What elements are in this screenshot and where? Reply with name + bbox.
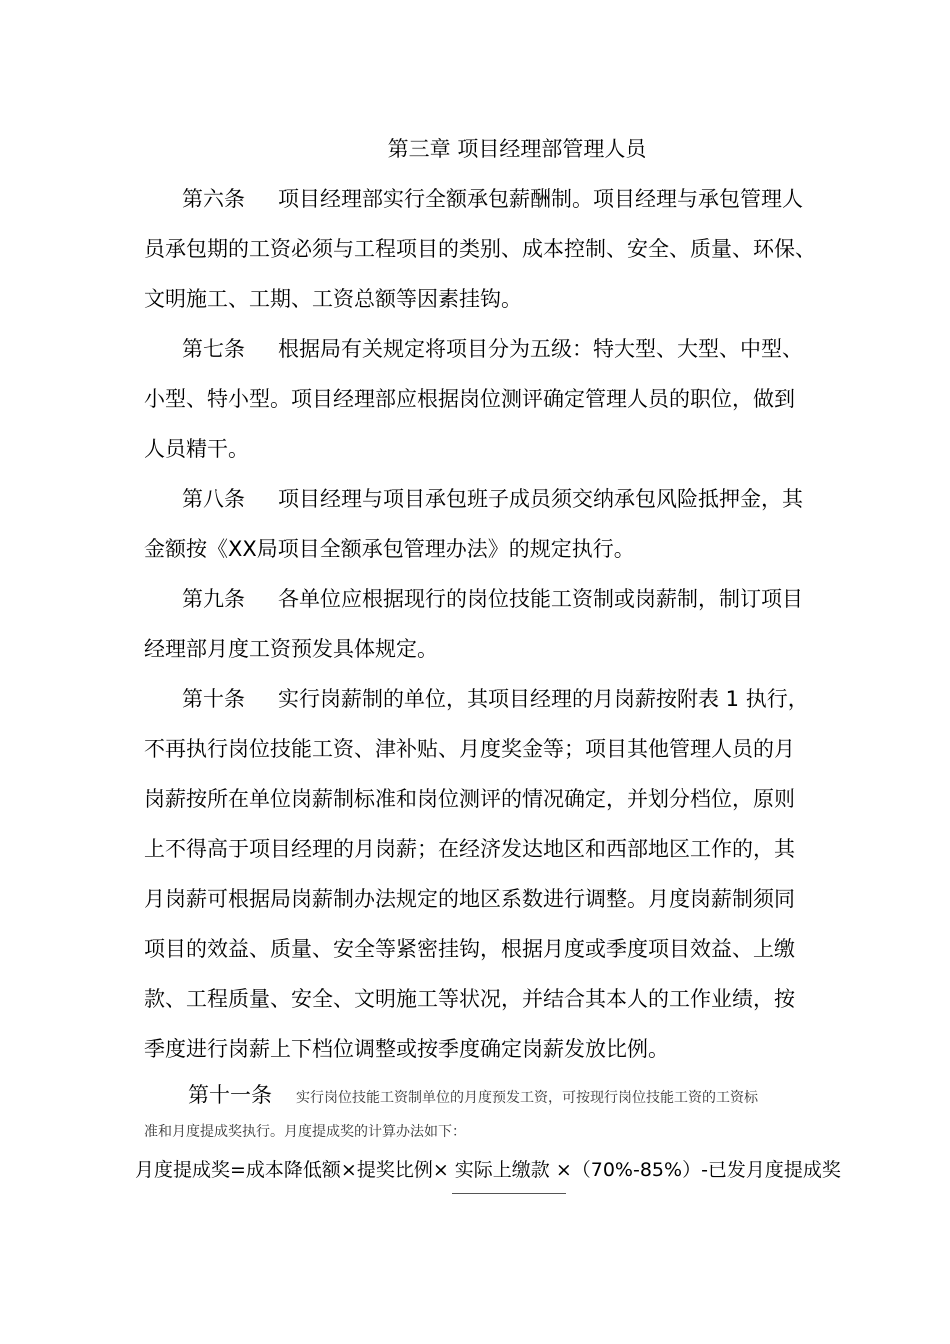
article-7-label: 第七条 [182,337,245,361]
article-9-text-1: 各单位应根据现行的岗位技能工资制或岗薪制，制订项目 [278,587,803,611]
article-6-line-2: 员承包期的工资必须与工程项目的类别、成本控制、安全、质量、环保、 [144,237,816,261]
article-6-label: 第六条 [182,187,245,211]
article-10-line-8: 季度进行岗薪上下档位调整或按季度确定岗薪发放比例。 [144,1037,669,1061]
article-8-text-1: 项目经理与项目承包班子成员须交纳承包风险抵押金，其 [278,487,803,511]
article-10-text-1: 实行岗薪制的单位，其项目经理的月岗薪按附表 1 执行， [278,687,809,711]
article-8-label: 第八条 [182,487,245,511]
article-10-line-5: 月岗薪可根据局岗薪制办法规定的地区系数进行调整。月度岗薪制须同 [144,887,795,911]
chapter-title: 第三章 项目经理部管理人员 [387,137,647,161]
article-10-line-4: 上不得高于项目经理的月岗薪；在经济发达地区和西部地区工作的，其 [144,837,795,861]
article-8-line-2: 金额按《XX局项目全额承包管理办法》的规定执行。 [144,537,635,561]
article-6-line-1 [182,184,803,214]
article-7-line-1 [182,334,803,364]
article-9-line-2: 经理部月度工资预发具体规定。 [144,637,438,661]
article-6-line-3: 文明施工、工期、工资总额等因素挂钩。 [144,287,522,311]
article-10-label: 第十条 [182,687,245,711]
article-8-line-1 [182,484,803,514]
article-9-line-1 [182,584,803,614]
bonus-formula: 月度提成奖=成本降低额×提奖比例× 实际上缴款 ×（70%-85%）-已发月度提成奖 [135,1159,841,1181]
article-6-text-1: 项目经理部实行全额承包薪酬制。项目经理与承包管理人 [278,187,803,211]
article-11-text-1: 实行岗位技能工资制单位的月度预发工资，可按现行岗位技能工资的工资标 [296,1090,758,1106]
article-7-line-2: 小型、特小型。项目经理部应根据岗位测评确定管理人员的职位，做到 [144,387,795,411]
article-7-line-3: 人员精干。 [144,437,249,461]
article-11-text-2: 准和月度提成奖执行。月度提成奖的计算办法如下： [144,1124,466,1140]
article-10-line-2: 不再执行岗位技能工资、津补贴、月度奖金等；项目其他管理人员的月 [144,737,795,761]
article-10-line-6: 项目的效益、质量、安全等紧密挂钩，根据月度或季度项目效益、上缴 [144,937,795,961]
article-10-line-1 [182,684,809,714]
article-10-line-7: 款、工程质量、安全、文明施工等状况，并结合其本人的工作业绩，按 [144,987,795,1011]
article-7-text-1: 根据局有关规定将项目分为五级：特大型、大型、中型、 [278,337,803,361]
article-11-label: 第十一条 [188,1083,272,1107]
article-10-line-3: 岗薪按所在单位岗薪制标准和岗位测评的情况确定，并划分档位，原则 [144,787,795,811]
formula-fraction-line [452,1193,566,1194]
article-9-label: 第九条 [182,587,245,611]
